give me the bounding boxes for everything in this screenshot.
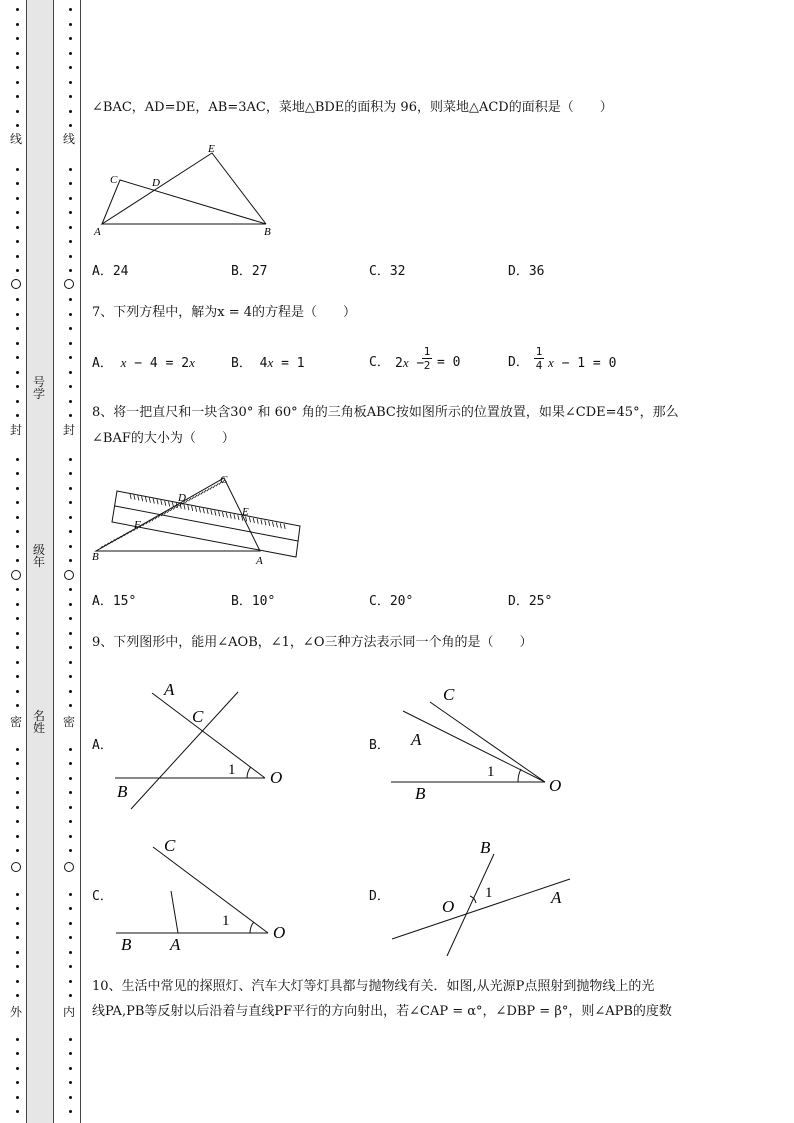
binding-dot	[69, 501, 72, 504]
binding-dot	[69, 356, 72, 359]
binding-dot	[69, 371, 72, 374]
binding-dot	[69, 617, 72, 620]
binding-dot	[16, 197, 19, 200]
binding-dot	[16, 806, 19, 809]
q6-option-b[interactable]: B．27	[231, 264, 268, 279]
outer-label-wai: 外	[9, 1005, 22, 1019]
q7-d-fraction-den: 4	[535, 359, 543, 372]
binding-dot	[16, 835, 19, 838]
binding-dot	[16, 922, 19, 925]
binding-dot	[16, 1052, 19, 1055]
q10-line2: 线PA,PB等反射以后沿着与直线PF平行的方向射出，若∠CAP = α°，∠DBP = β°，则∠APB的度数	[92, 1004, 672, 1019]
binding-circle	[11, 279, 21, 289]
q8-option-b[interactable]: B．10°	[231, 594, 276, 609]
binding-dot	[69, 806, 72, 809]
svg-text:O: O	[273, 923, 286, 942]
q6-label-b: B	[264, 226, 271, 238]
binding-dot	[16, 1067, 19, 1070]
binding-dot	[16, 255, 19, 258]
q9-figure-a[interactable]	[110, 675, 300, 815]
binding-dot	[16, 342, 19, 345]
binding-circle	[64, 279, 74, 289]
binding-dot	[16, 81, 19, 84]
binding-dot	[16, 559, 19, 562]
binding-dot	[69, 269, 72, 272]
svg-text:1: 1	[222, 913, 230, 929]
binding-dot	[69, 1110, 72, 1113]
q6-label-d: D	[152, 177, 160, 189]
binding-dot	[69, 936, 72, 939]
binding-dot	[16, 936, 19, 939]
binding-dot	[16, 501, 19, 504]
binding-dot	[16, 762, 19, 765]
binding-dot	[69, 23, 72, 26]
q9-option-d-letter[interactable]: D．	[369, 889, 390, 904]
binding-dot	[69, 559, 72, 562]
svg-text:1: 1	[487, 764, 495, 780]
binding-dot	[16, 545, 19, 548]
binding-dot	[16, 327, 19, 330]
binding-dot	[16, 704, 19, 707]
q7-stem: 7、下列方程中，解为x = 4的方程是（ ）	[92, 305, 357, 320]
binding-dot	[69, 66, 72, 69]
binding-dot	[16, 37, 19, 40]
svg-text:A: A	[411, 730, 422, 749]
binding-dot	[16, 52, 19, 55]
svg-text:C: C	[443, 685, 455, 704]
q8-label-c: C	[220, 474, 228, 486]
binding-dot	[69, 849, 72, 852]
binding-dot	[16, 66, 19, 69]
svg-text:O: O	[549, 776, 562, 795]
q8-stem-line1: 8、将一把直尺和一块含30° 和 60° 角的三角板ABC按如图所示的位置放置，如果∠CDE=45°，那么	[92, 405, 679, 420]
q6-label-e: E	[208, 143, 215, 155]
svg-text:O: O	[270, 768, 283, 787]
binding-dot	[16, 168, 19, 171]
binding-dot	[69, 458, 72, 461]
outer-label-xian: 线	[9, 132, 22, 146]
binding-dot	[16, 980, 19, 983]
binding-dot	[16, 1038, 19, 1041]
binding-dot	[69, 1096, 72, 1099]
binding-dot	[69, 922, 72, 925]
q7-c-fraction-den: 2	[423, 359, 431, 372]
q9-option-b-letter[interactable]: B．	[369, 738, 390, 753]
binding-dot	[69, 530, 72, 533]
svg-text:A: A	[164, 680, 175, 699]
binding-dot	[16, 356, 19, 359]
binding-dot	[69, 632, 72, 635]
q9-figure-c[interactable]	[110, 830, 300, 960]
q7-d-fraction-num: 1	[535, 345, 543, 358]
q8-label-a: A	[256, 555, 263, 567]
binding-dot	[16, 820, 19, 823]
binding-dot	[16, 269, 19, 272]
binding-dot	[69, 588, 72, 591]
binding-dot	[16, 8, 19, 11]
binding-dot	[16, 313, 19, 316]
q6-option-c[interactable]: C．32	[369, 264, 406, 279]
binding-dot	[16, 530, 19, 533]
q8-label-d: D	[178, 492, 186, 504]
q8-stem-line2: ∠BAF的大小为（ ）	[92, 431, 235, 446]
binding-dot	[16, 849, 19, 852]
binding-dot	[16, 994, 19, 997]
binding-dot	[69, 762, 72, 765]
binding-dot	[69, 980, 72, 983]
binding-dot	[16, 893, 19, 896]
binding-circle	[64, 862, 74, 872]
binding-dot	[69, 124, 72, 127]
info-field-grade: 级 年	[32, 543, 45, 569]
binding-dot	[16, 400, 19, 403]
binding-dot	[16, 748, 19, 751]
binding-dot	[16, 240, 19, 243]
outer-label-mi: 密	[9, 715, 22, 729]
binding-dot	[69, 516, 72, 519]
svg-text:1: 1	[485, 885, 493, 901]
binding-dot	[16, 791, 19, 794]
svg-text:C: C	[192, 707, 204, 726]
binding-dot	[69, 777, 72, 780]
binding-dot	[69, 893, 72, 896]
binding-dot	[69, 965, 72, 968]
q9-option-c-letter[interactable]: C．	[92, 889, 113, 904]
binding-dot	[69, 835, 72, 838]
binding-dot	[69, 226, 72, 229]
outer-label-feng: 封	[9, 423, 22, 437]
binding-dot	[69, 95, 72, 98]
svg-text:B: B	[415, 784, 426, 803]
binding-dot	[69, 313, 72, 316]
binding-dot	[16, 371, 19, 374]
q8-figure	[88, 468, 308, 568]
binding-circle	[11, 862, 21, 872]
binding-dot	[69, 603, 72, 606]
binding-dot	[16, 632, 19, 635]
svg-text:O: O	[442, 897, 455, 916]
binding-dot	[16, 661, 19, 664]
binding-dot	[69, 1038, 72, 1041]
info-field-name: 名 姓	[32, 709, 45, 735]
binding-dot	[69, 414, 72, 417]
binding-dot	[69, 690, 72, 693]
svg-text:B: B	[480, 838, 491, 857]
binding-dot	[16, 226, 19, 229]
binding-dot	[69, 791, 72, 794]
binding-dot	[69, 37, 72, 40]
q7-c-fraction-num: 1	[423, 345, 431, 358]
q8-label-f: F	[134, 519, 141, 531]
inner-label-xian: 线	[62, 132, 75, 146]
binding-dot	[69, 472, 72, 475]
q6-label-a: A	[94, 226, 101, 238]
q9-figure-b[interactable]	[385, 675, 575, 815]
binding-dot	[69, 8, 72, 11]
binding-dot	[16, 690, 19, 693]
binding-dot	[69, 1067, 72, 1070]
binding-dot	[16, 487, 19, 490]
binding-dot	[69, 52, 72, 55]
binding-dot	[16, 385, 19, 388]
q8-label-e: E	[242, 506, 249, 518]
binding-dot	[69, 298, 72, 301]
binding-dot	[16, 646, 19, 649]
q6-option-a[interactable]: A．24	[92, 264, 129, 279]
binding-dot	[69, 327, 72, 330]
binding-dot	[16, 211, 19, 214]
inner-label-nei: 内	[62, 1005, 75, 1019]
binding-dot	[16, 516, 19, 519]
q6-figure	[88, 140, 288, 240]
q8-option-a[interactable]: A．15°	[92, 594, 137, 609]
binding-dot	[69, 951, 72, 954]
binding-dot	[69, 1052, 72, 1055]
binding-dot	[16, 965, 19, 968]
binding-dot	[69, 211, 72, 214]
binding-dot	[69, 400, 72, 403]
q8-option-c[interactable]: C．20°	[369, 594, 414, 609]
q10-line1: 10、生活中常见的探照灯、汽车大灯等灯具都与抛物线有关．如图,从光源P点照射到抛物线上的光	[92, 979, 655, 994]
binding-dot	[69, 255, 72, 258]
binding-dot	[16, 1081, 19, 1084]
q8-label-b: B	[92, 551, 99, 563]
q9-stem: 9、下列图形中，能用∠AOB，∠1，∠O三种方法表示同一个角的是（ ）	[92, 635, 533, 650]
q9-figure-d[interactable]	[388, 830, 578, 960]
binding-dot	[69, 748, 72, 751]
binding-dot	[69, 168, 72, 171]
binding-dot	[69, 110, 72, 113]
svg-text:C: C	[164, 836, 176, 855]
binding-circle	[11, 570, 21, 580]
binding-dot	[69, 385, 72, 388]
binding-dot	[16, 951, 19, 954]
q7-option-a[interactable]: A． x − 4 = 2x	[92, 355, 195, 371]
binding-dot	[69, 820, 72, 823]
binding-dot	[69, 545, 72, 548]
binding-dot	[16, 458, 19, 461]
binding-inner-line	[80, 0, 81, 1123]
inner-label-feng: 封	[62, 423, 75, 437]
binding-dot	[16, 675, 19, 678]
q6-text: ∠BAC，AD=DE，AB=3AC，菜地△BDE的面积为 96，则菜地△ACD的面积是（ ）	[92, 100, 613, 115]
binding-dot	[69, 197, 72, 200]
inner-label-mi: 密	[62, 715, 75, 729]
binding-dot	[16, 1110, 19, 1113]
binding-dot	[69, 661, 72, 664]
binding-dot	[69, 994, 72, 997]
svg-text:B: B	[121, 935, 132, 954]
binding-dot	[16, 603, 19, 606]
q7-option-b[interactable]: B． 4x = 1	[231, 355, 305, 371]
binding-dot	[16, 182, 19, 185]
binding-dot	[16, 23, 19, 26]
binding-dot	[16, 298, 19, 301]
binding-circle	[64, 570, 74, 580]
binding-dot	[69, 487, 72, 490]
binding-dot	[69, 646, 72, 649]
svg-text:B: B	[117, 782, 128, 801]
svg-text:1: 1	[228, 762, 236, 778]
binding-dot	[69, 182, 72, 185]
binding-dot	[69, 704, 72, 707]
svg-text:A: A	[170, 935, 181, 954]
binding-dot	[16, 617, 19, 620]
q6-label-c: C	[110, 174, 118, 186]
binding-dot	[16, 124, 19, 127]
binding-dot	[16, 588, 19, 591]
q6-option-d[interactable]: D．36	[508, 264, 545, 279]
info-field-student-number: 号 学	[32, 375, 45, 401]
binding-dot	[16, 472, 19, 475]
binding-dot	[16, 907, 19, 910]
binding-dot	[16, 414, 19, 417]
binding-dot	[16, 95, 19, 98]
binding-dot	[69, 240, 72, 243]
binding-dot	[16, 1096, 19, 1099]
binding-dot	[16, 110, 19, 113]
binding-dot	[69, 81, 72, 84]
svg-text:A: A	[551, 888, 562, 907]
q8-option-d[interactable]: D．25°	[508, 594, 553, 609]
binding-dot	[16, 777, 19, 780]
binding-dot	[69, 675, 72, 678]
q9-option-a-letter[interactable]: A．	[92, 738, 113, 753]
binding-dot	[69, 342, 72, 345]
binding-dot	[69, 907, 72, 910]
binding-dot	[69, 1081, 72, 1084]
